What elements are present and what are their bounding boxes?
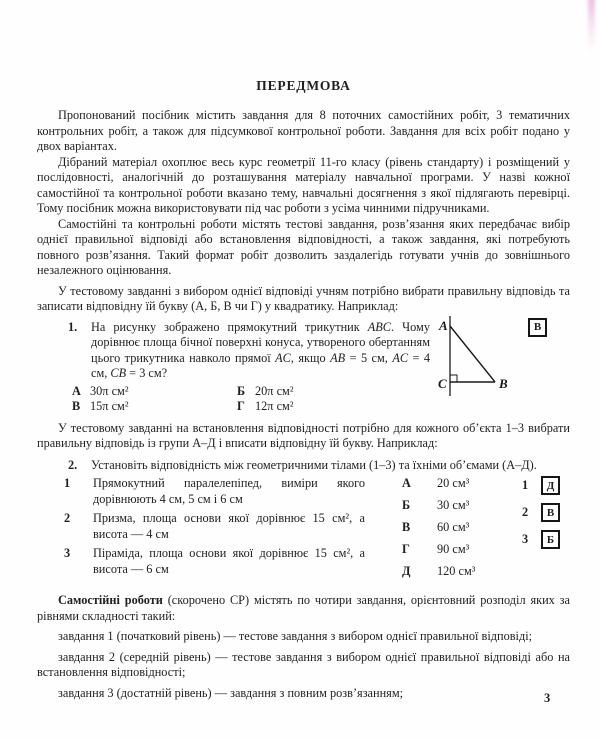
answer-row-1 (522, 476, 560, 495)
answer-box: Д (541, 476, 560, 495)
answer-key (522, 476, 560, 586)
volume-option-d (402, 564, 522, 580)
item-text: Призма, площа основи якої дорівнює 15 см², а висота — 4 см (93, 511, 365, 541)
item-number: 1 (64, 476, 71, 490)
answer-box: Б (541, 530, 560, 549)
question-1-number: 1. (68, 319, 78, 334)
task-level-paragraph-1: завдання 1 (початковий рівень) — тестове завдання з вибором однієї правильної відповіді; (58, 629, 533, 643)
hypotenuse-ab (450, 326, 495, 382)
answer-box: В (541, 503, 560, 522)
option-a (72, 384, 237, 400)
closing-lead-bold: Самостійні роботи (58, 593, 163, 607)
answer-number: 3 (522, 532, 529, 546)
option-value: 90 см³ (437, 542, 470, 556)
option-value: 20 см³ (437, 476, 470, 490)
option-value: 60 см³ (437, 520, 470, 534)
item-text: Прямокутний паралелепіпед, виміри якого дорівнюють 4 см, 5 см і 6 см (93, 476, 365, 506)
option-letter: Д (402, 564, 411, 578)
preface-paragraph-5: У тестовому завданні на встановлення відповідності потрібно для кожного об’єкта 1–3 вибрати правильну відповідь із групи А–Д і вписати відповідну їй букву. Наприклад: (37, 420, 570, 450)
option-value: 12π см² (255, 399, 294, 413)
option-value: 20π см² (255, 383, 294, 398)
option-value: 30π см² (90, 383, 129, 398)
option-value: 30 см³ (437, 498, 470, 512)
question-1-text-block (37, 320, 430, 415)
scan-artifact (588, 0, 595, 52)
volume-option-g (402, 542, 522, 558)
matching-items (64, 476, 392, 586)
page-number: 3 (544, 691, 551, 705)
closing-lead-rest: (скорочено СР) містять по чотири завдання, орієнтовний розподіл яких за рівнями складності такий: (37, 593, 570, 623)
answer-row-2 (522, 503, 560, 522)
page-content (37, 78, 570, 701)
preface-paragraph-3: Самостійні та контрольні роботи містять тестові завдання, розв’язання яких передбачає вибір однієї правильної відповіді або встановлення відповідності, а також завдання, які потребують повного розв’язання. Такий формат робіт дозволить заздалегідь готувати учнів до зовнішнього незалежного оцінювання. (37, 216, 570, 277)
option-letter: В (72, 399, 81, 413)
option-v (72, 399, 237, 415)
preface-paragraph-1: Пропонований посібник містить завдання для 8 поточних самостійних робіт, 3 тематичних контрольних робіт, а також для підсумкової контрольної роботи. Завдання для всіх робіт подано у двох варіантах. (37, 108, 570, 153)
question-1-options (72, 384, 430, 415)
option-value: 120 см³ (437, 564, 476, 578)
option-value: 15π см² (90, 399, 129, 413)
question-2-number: 2. (68, 457, 78, 472)
option-letter: В (402, 520, 411, 534)
example-question-1 (37, 317, 570, 415)
closing-lead-paragraph (37, 593, 570, 624)
option-g (237, 399, 430, 415)
matching-item-3 (64, 546, 392, 577)
question-2-text: Установіть відповідність між геометричними тілами (1–3) та їхніми об’ємами (А–Д). (91, 457, 537, 472)
option-letter: Г (237, 399, 245, 413)
right-angle-mark (450, 375, 457, 382)
preface-paragraph-2: Дібраний матеріал охоплює весь курс геометрії 11-го класу (рівень стандарту) і розміщений у послідовності, аналогічній до розташування матеріалу навчальної програми. У назві кожної самостійної та контрольної роботи вказано тему, навчальні досягнення з якої підлягають перевірці. Тому посібник можна використовувати під час роботи з усіма чинними підручниками. (37, 154, 570, 215)
vertex-label-c: C (438, 375, 447, 391)
item-number: 3 (64, 546, 71, 560)
vertex-label-a: A (439, 317, 448, 333)
volume-option-a (402, 476, 522, 492)
example-question-2 (37, 458, 570, 587)
option-letter: А (402, 476, 411, 490)
item-text: Піраміда, площа основи якої дорівнює 15 см², а висота — 6 см (93, 546, 365, 576)
matching-item-2 (64, 511, 392, 542)
volume-options (402, 476, 522, 586)
question-1-text: На рисунку зображено прямокутний трикутник ABC. Чому дорівнює площа бічної поверхні конуса, утвореного обертанням цього трикутника навколо прямої AC, якщо AB = 5 см, AC = 4 см, CB = 3 см? (91, 319, 430, 380)
vertex-label-b: B (499, 375, 508, 391)
volume-option-b (402, 498, 522, 514)
option-letter: А (72, 383, 81, 398)
option-letter: Г (402, 542, 410, 556)
answer-number: 2 (522, 505, 529, 519)
answer-row-3 (522, 530, 560, 549)
task-level-paragraph-3: завдання 3 (достатній рівень) — завдання з повним розв’язанням; (58, 685, 404, 700)
volume-option-v (402, 520, 522, 536)
matching-item-1 (64, 476, 392, 507)
cone-triangle-figure (436, 314, 528, 415)
preface-paragraph-4: У тестовому завданні з вибором однієї відповіді учням потрібно вибрати правильну відповідь та записати відповідну їй букву (А, Б, В чи Г) у квадратику. Наприклад: (37, 283, 570, 313)
task-level-paragraph-2: завдання 2 (середній рівень) — тестове завдання з вибором однієї правильної відповіді або на встановлення відповідності; (37, 649, 570, 679)
page-title: ПЕРЕДМОВА (256, 78, 351, 93)
option-b (237, 384, 430, 400)
item-number: 2 (64, 511, 71, 525)
option-letter: Б (402, 498, 411, 512)
answer-box-question-1: В (528, 318, 547, 337)
answer-number: 1 (522, 478, 529, 492)
option-letter: Б (237, 383, 246, 398)
